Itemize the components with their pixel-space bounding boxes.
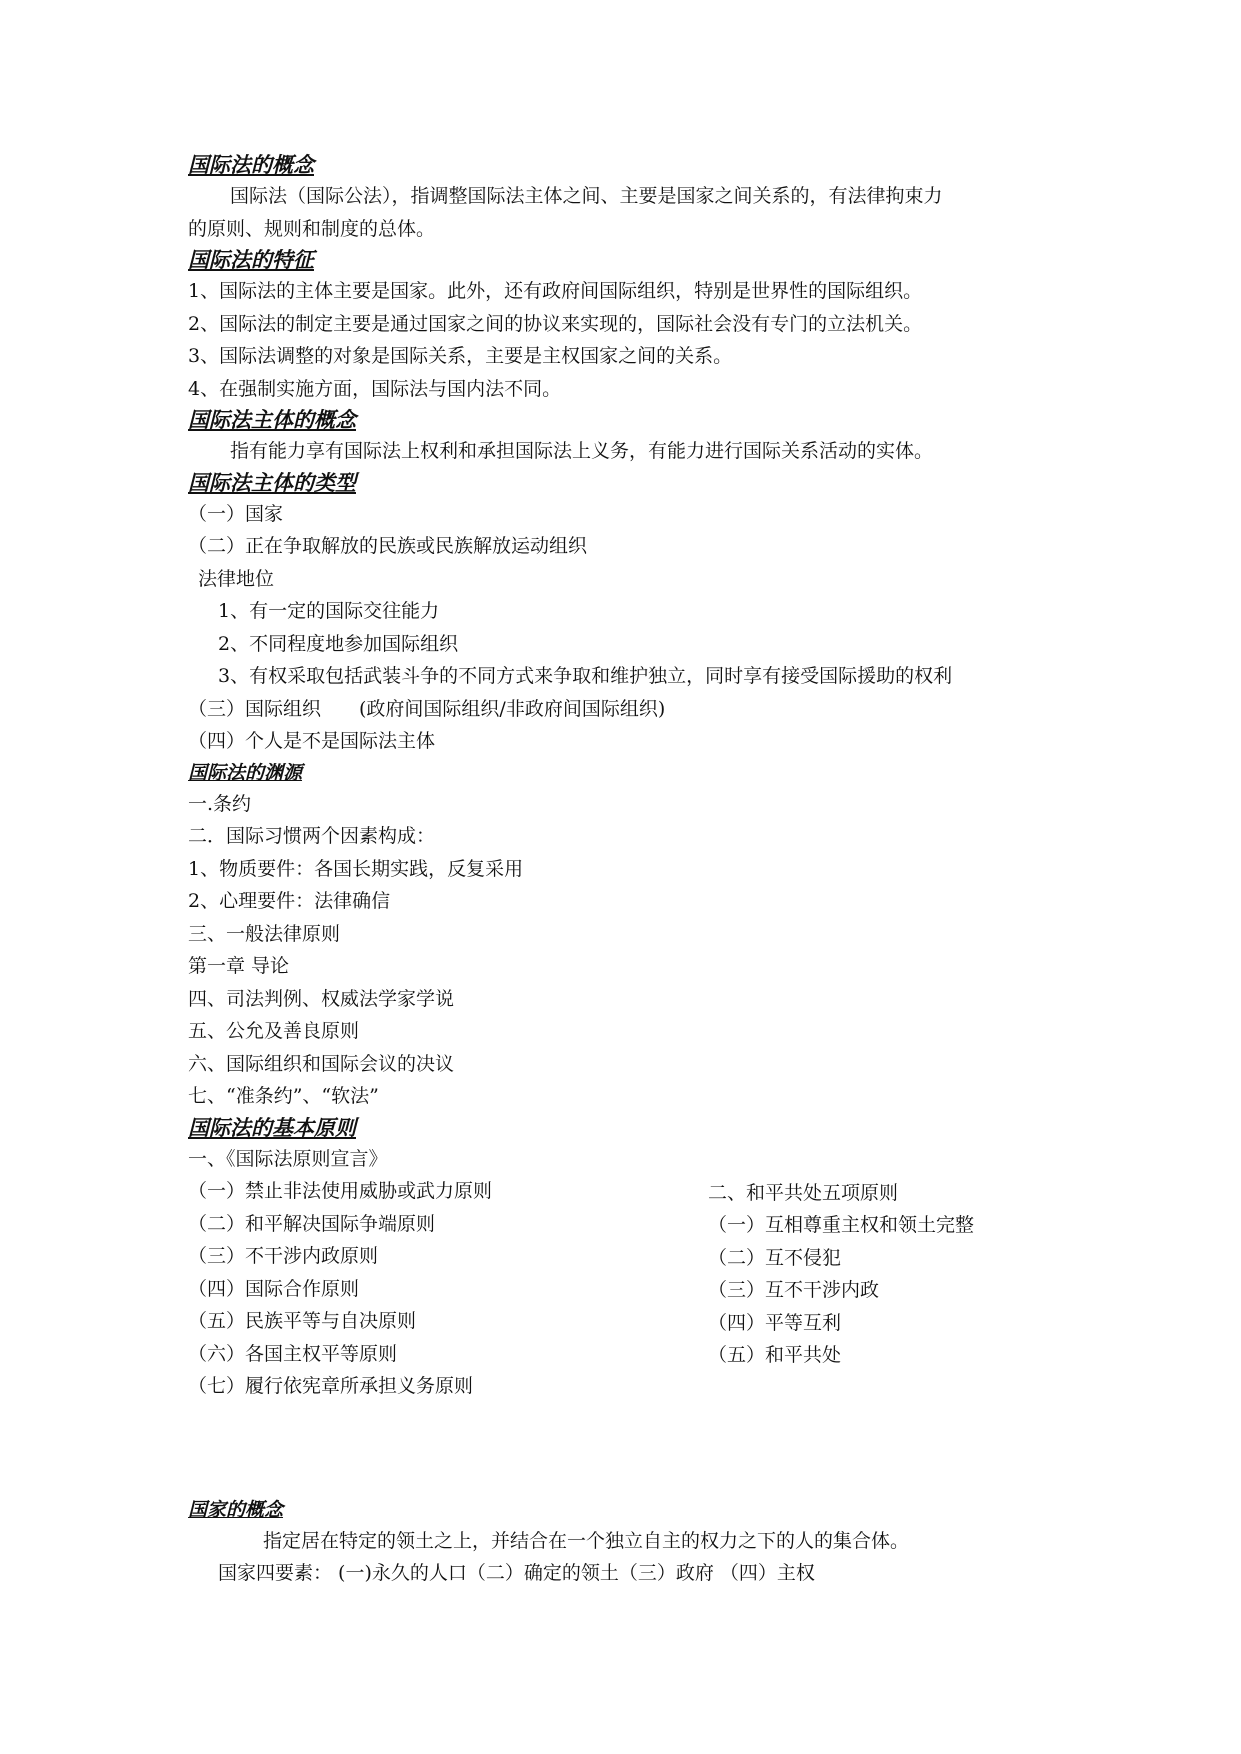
- principle-item: （六）各国主权平等原则: [188, 1342, 398, 1365]
- feature-item: 4、在强制实施方面，国际法与国内法不同。: [188, 377, 562, 400]
- subject-concept-body: 指有能力享有国际法上权利和承担国际法上义务，有能力进行国际关系活动的实体。: [230, 440, 934, 462]
- coexistence-item: （二）互不侵犯: [708, 1246, 842, 1269]
- principle-item: （一）禁止非法使用威胁或武力原则: [188, 1180, 493, 1202]
- source-item: 五、公允及善良原则: [188, 1020, 360, 1042]
- legal-status-item: 3、有权采取包括武装斗争的不同方式来争取和维护独立，同时享有接受国际援助的权利: [218, 665, 953, 687]
- state-elements: 国家四要素： (一)永久的人口（二）确定的领土（三）政府 （四）主权: [218, 1562, 815, 1584]
- principles-columns: [188, 1143, 1068, 1403]
- principles-right-title: 二、和平共处五项原则: [708, 1181, 899, 1204]
- principle-item: （七）履行依宪章所承担义务原则: [188, 1375, 474, 1397]
- heading-concept: 国际法的概念: [188, 153, 314, 177]
- source-item: 七、“准条约”、“软法”: [188, 1085, 379, 1107]
- source-item: 四、司法判例、权威法学家学说: [188, 987, 455, 1010]
- principle-item: （五）民族平等与自决原则: [188, 1310, 417, 1332]
- source-item: 六、国际组织和国际会议的决议: [188, 1052, 455, 1075]
- coexistence-item: （五）和平共处: [708, 1344, 842, 1366]
- legal-status-item: 1、有一定的国际交往能力: [218, 600, 440, 622]
- source-item: 1、物质要件：各国长期实践，反复采用: [188, 857, 524, 880]
- source-item: 一.条约: [188, 792, 252, 815]
- heading-subject-concept: 国际法主体的概念: [188, 408, 356, 432]
- source-item: 2、心理要件：法律确信: [188, 890, 391, 912]
- subject-type-item: （三）国际组织 (政府间国际组织/非政府间国际组织): [188, 697, 666, 720]
- state-body: 指定居在特定的领土之上，并结合在一个独立自主的权力之下的人的集合体。: [263, 1529, 910, 1552]
- source-item: 二．国际习惯两个因素构成：: [188, 825, 436, 847]
- heading-subject-types: 国际法主体的类型: [188, 470, 356, 495]
- principles-left-title: 一、《国际法原则宣言》: [188, 1147, 388, 1170]
- coexistence-item: （三）互不干涉内政: [708, 1279, 880, 1301]
- subject-type-item: （二）正在争取解放的民族或民族解放运动组织: [188, 535, 588, 557]
- feature-item: 3、国际法调整的对象是国际关系，主要是主权国家之间的关系。: [188, 345, 733, 367]
- source-item: 三、一般法律原则: [188, 922, 341, 945]
- feature-item: 2、国际法的制定主要是通过国家之间的协议来实现的，国际社会没有专门的立法机关。: [188, 312, 923, 335]
- legal-status-label: 法律地位: [198, 567, 275, 590]
- principle-item: （三）不干涉内政原则: [188, 1245, 379, 1267]
- subject-type-item: （四）个人是不是国际法主体: [188, 730, 436, 752]
- principle-item: （四）国际合作原则: [188, 1277, 360, 1300]
- concept-body-line2: 的原则、规则和制度的总体。: [188, 217, 436, 240]
- heading-state: 国家的概念: [188, 1498, 284, 1521]
- heading-sources: 国际法的渊源: [188, 761, 303, 784]
- document-page: [188, 150, 1068, 1590]
- source-item: 第一章 导论: [188, 955, 290, 977]
- feature-item: 1、国际法的主体主要是国家。此外，还有政府间国际组织，特别是世界性的国际组织。: [188, 280, 923, 302]
- concept-body-line1: 国际法（国际公法），指调整国际法主体之间、主要是国家之间关系的，有法律拘束力: [230, 185, 943, 207]
- subject-type-item: （一）国家: [188, 502, 284, 525]
- principles-right-column: [708, 1177, 974, 1372]
- heading-principles: 国际法的基本原则: [188, 1115, 356, 1140]
- section-spacer: [188, 1403, 1068, 1495]
- coexistence-item: （一）互相尊重主权和领土完整: [708, 1214, 975, 1236]
- heading-features: 国际法的特征: [188, 248, 314, 272]
- coexistence-item: （四）平等互利: [708, 1311, 842, 1334]
- legal-status-item: 2、不同程度地参加国际组织: [218, 632, 459, 655]
- principle-item: （二）和平解决国际争端原则: [188, 1212, 436, 1235]
